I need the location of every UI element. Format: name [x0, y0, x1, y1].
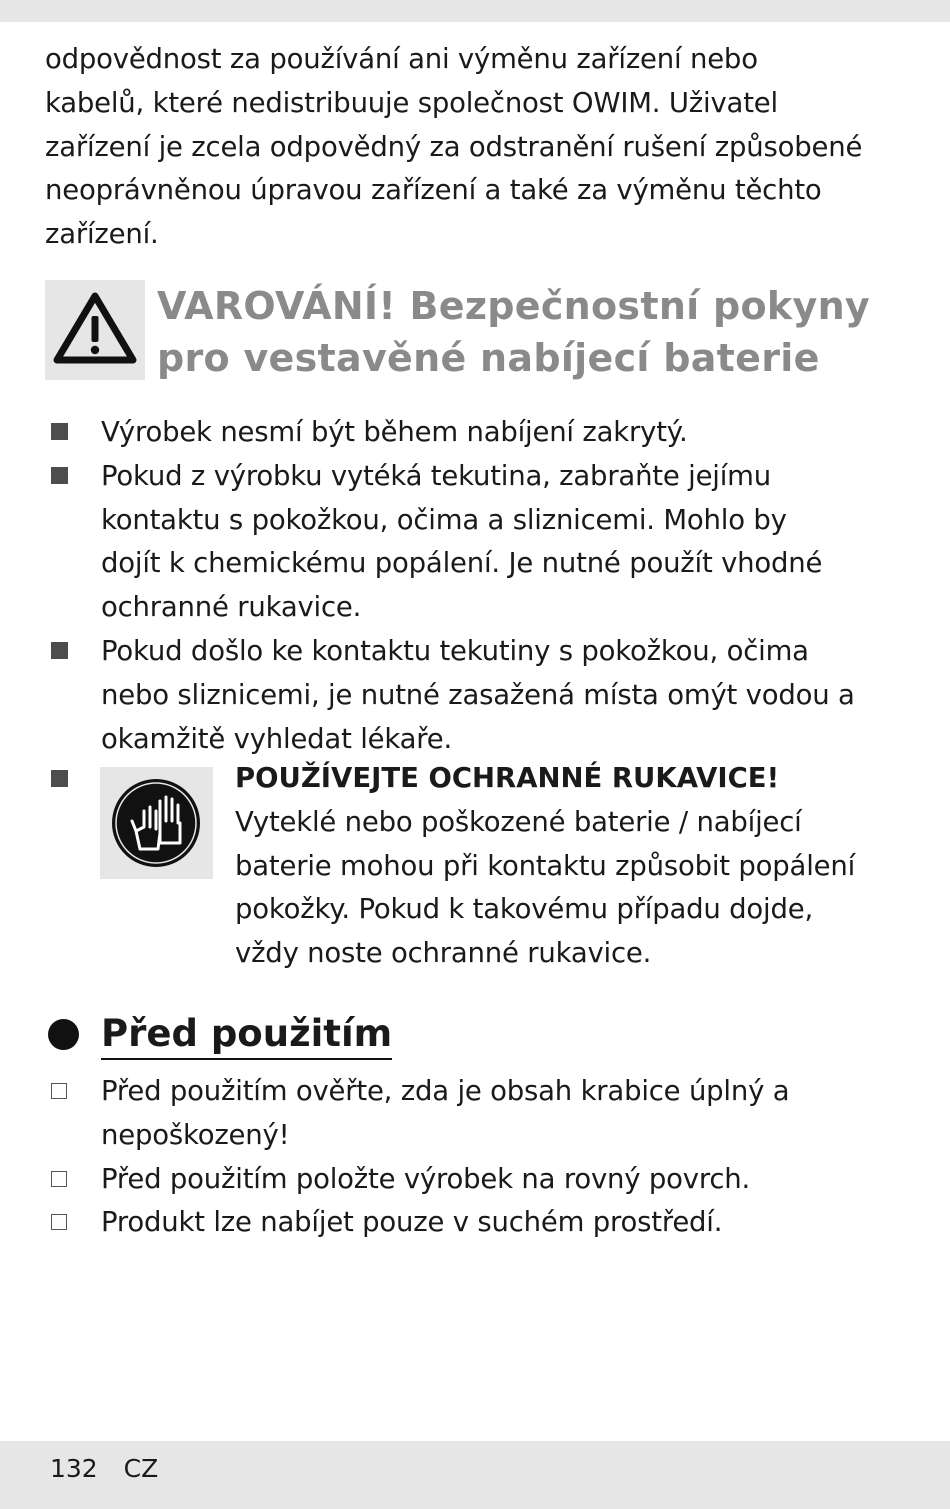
gloves-line: vždy noste ochranné rukavice. [235, 937, 652, 970]
gloves-icon-box [100, 767, 213, 879]
checklist-line: Před použitím ověřte, zda je obsah krabice úplný a [101, 1075, 790, 1107]
bullet-line: Pokud z výrobku vytéká tekutina, zabraňte jejímu [101, 459, 772, 492]
bullet-line: nebo sliznicemi, je nutné zasažená místa omýt vodou a [101, 678, 855, 711]
gloves-text [235, 757, 915, 976]
warning-title-line: VAROVÁNÍ! Bezpečnostní pokyny [157, 284, 870, 328]
bullet-square-icon [51, 467, 68, 484]
gloves-heading: POUŽÍVEJTE OCHRANNÉ RUKAVICE! [235, 762, 780, 794]
checkbox-icon [51, 1171, 67, 1187]
top-band [0, 0, 950, 22]
bullet-square-icon [51, 423, 68, 440]
safety-bullet-list [45, 411, 925, 761]
gloves-line: baterie mohou při kontaktu způsobit popálení [235, 849, 856, 882]
intro-paragraph [45, 38, 905, 257]
intro-line: zařízení je zcela odpovědný za odstranění rušení způsobené [45, 130, 863, 163]
bullet-item [45, 455, 925, 630]
bullet-item [45, 411, 925, 455]
bullet-line: Výrobek nesmí být během nabíjení zakrytý. [101, 416, 688, 448]
intro-line: zařízení. [45, 218, 159, 251]
bullet-line: kontaktu s pokožkou, očima a sliznicemi. Mohlo by [101, 503, 787, 536]
warning-block [45, 280, 905, 390]
warning-title [157, 280, 870, 384]
bullet-item [45, 630, 925, 761]
checkbox-icon [51, 1083, 67, 1099]
intro-line: odpovědnost za používání ani výměnu zařízení nebo [45, 43, 758, 75]
bullet-square-icon [51, 642, 68, 659]
checklist [45, 1070, 925, 1245]
checklist-line: Produkt lze nabíjet pouze v suchém prostředí. [101, 1206, 723, 1239]
bullet-line: Pokud došlo ke kontaktu tekutiny s pokožkou, očima [101, 634, 809, 667]
intro-line: neoprávněnou úpravou zařízení a také za výměnu těchto [45, 174, 822, 207]
protective-gloves-icon [110, 777, 202, 869]
section-header [45, 1010, 905, 1060]
section-title: Před použitím [101, 1010, 392, 1060]
gloves-line: Vyteklé nebo poškozené baterie / nabíjecí [235, 805, 802, 838]
bullet-square-icon [51, 770, 68, 787]
checklist-item [45, 1201, 925, 1245]
checklist-line: nepoškozený! [101, 1118, 290, 1151]
language-code: CZ [123, 1454, 159, 1483]
gloves-bullet-item [45, 757, 925, 977]
checkbox-icon [51, 1214, 67, 1230]
bullet-line: okamžitě vyhledat lékaře. [101, 722, 453, 755]
gloves-line: pokožky. Pokud k takovému případu dojde, [235, 893, 813, 926]
intro-line: kabelů, které nedistribuuje společnost OWIM. Uživatel [45, 86, 778, 119]
warning-icon-box [45, 280, 145, 380]
page-footer [50, 1452, 158, 1486]
bullet-line: dojít k chemickému popálení. Je nutné použít vhodné [101, 547, 823, 580]
checklist-item [45, 1158, 925, 1202]
warning-title-line: pro vestavěné nabíjecí baterie [157, 336, 820, 380]
bullet-line: ochranné rukavice. [101, 591, 362, 624]
checklist-item [45, 1070, 925, 1158]
page-number: 132 [50, 1454, 98, 1483]
warning-triangle-icon [53, 292, 137, 364]
checklist-line: Před použitím položte výrobek na rovný povrch. [101, 1162, 751, 1195]
section-bullet-dot-icon [48, 1019, 79, 1050]
